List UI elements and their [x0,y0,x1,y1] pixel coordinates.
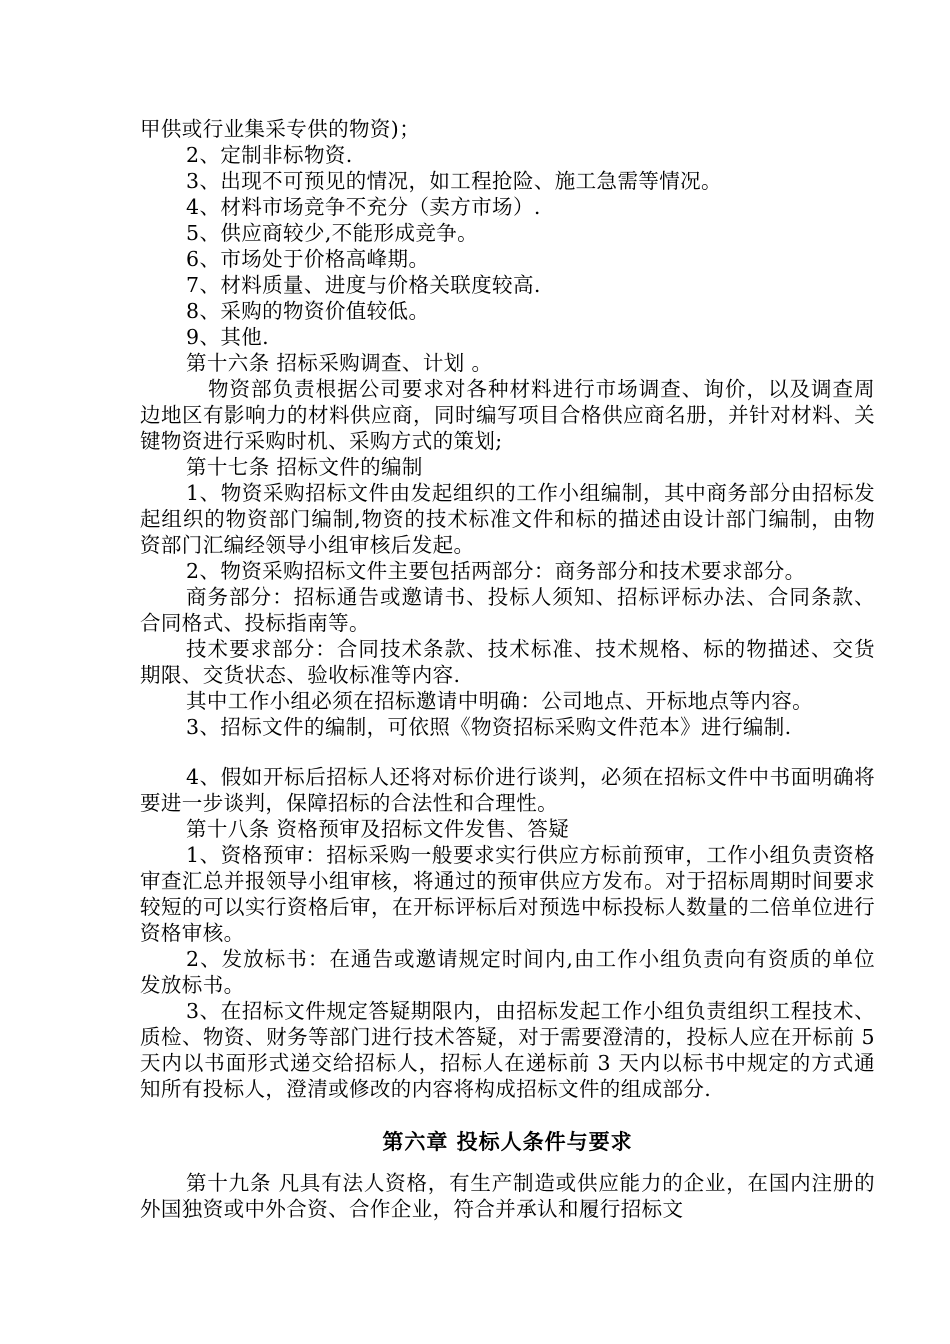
chapter-heading: 第六章 投标人条件与要求 [382,1130,633,1154]
paragraph: 3、招标文件的编制，可依照《物资招标采购文件范本》进行编制. [186,715,792,739]
paragraph: 1、物资采购招标文件由发起组织的工作小组编制，其中商务部分由招标发起组织的物资部门编制,物资的技术标准文件和标的描述由设计部门编制，由物资部门汇编经领导小组审核后发起。 [140,481,875,557]
paragraph: 甲供或行业集采专供的物资)； [140,117,421,141]
paragraph: 2、发放标书：在通告或邀请规定时间内,由工作小组负责向有资质的单位发放标书。 [140,947,875,997]
list-item: 8、采购的物资价值较低。 [186,299,430,323]
list-item: 9、其他. [186,325,270,349]
list-item: 6、市场处于价格高峰期。 [186,247,430,271]
paragraph: 第十九条 凡具有法人资格，有生产制造或供应能力的企业，在国内注册的外国独资或中外合资、合作企业，符合并承认和履行招标文 [140,1171,875,1221]
article-title: 第十六条 招标采购调查、计划 。 [186,351,493,375]
document-body [140,116,875,1222]
paragraph: 2、物资采购招标文件主要包括两部分：商务部分和技术要求部分。 [186,559,806,583]
paragraph: 3、在招标文件规定答疑期限内，由招标发起工作小组负责组织工程技术、质检、物资、财务等部门进行技术答疑，对于需要澄清的，投标人应在开标前 5 天内以书面形式递交给招标人，招标人在递标前 3 天内以标书中规定的方式通知所有投标人，澄清或修改的内容将构成招标文件的组成部分. [140,999,875,1101]
list-item: 5、供应商较少,不能形成竞争。 [186,221,479,245]
list-item: 7、材料质量、进度与价格关联度较高. [186,273,541,297]
article-title: 第十七条 招标文件的编制 [186,455,423,479]
list-item: 2、定制非标物资. [186,143,353,167]
paragraph: 1、资格预审：招标采购一般要求实行供应方标前预审，工作小组负责资格审查汇总并报领导小组审核，将通过的预审供应方发布。对于招标周期时间要求较短的可以实行资格后审，在开标评标后对预选中标投标人数量的二倍单位进行资格审核。 [140,843,875,945]
article-title: 第十八条 资格预审及招标文件发售、答疑 [186,817,570,841]
paragraph: 其中工作小组必须在招标邀请中明确：公司地点、开标地点等内容。 [186,689,813,713]
paragraph: 物资部负责根据公司要求对各种材料进行市场调查、询价，以及调查周边地区有影响力的材料供应商，同时编写项目合格供应商名册，并针对材料、关键物资进行采购时机、采购方式的策划; [140,377,875,453]
list-item: 3、出现不可预见的情况，如工程抢险、施工急需等情况。 [186,169,722,193]
paragraph: 商务部分：招标通告或邀请书、投标人须知、招标评标办法、合同条款、合同格式、投标指南等。 [140,585,875,635]
paragraph: 技术要求部分：合同技术条款、技术标准、技术规格、标的物描述、交货期限、交货状态、验收标准等内容. [140,637,875,687]
blank-line [140,740,875,764]
list-item: 4、材料市场竞争不充分（卖方市场）. [186,195,541,219]
paragraph: 4、假如开标后招标人还将对标价进行谈判，必须在招标文件中书面明确将要进一步谈判，保障招标的合法性和合理性。 [140,765,875,815]
